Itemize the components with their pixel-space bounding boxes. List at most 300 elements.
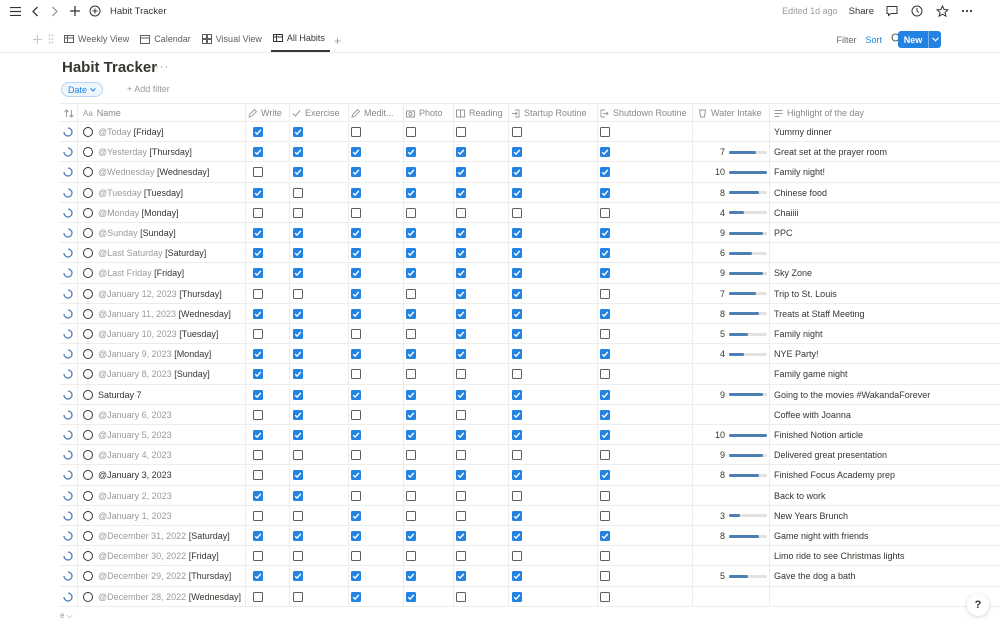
meditate-checkbox[interactable] [351, 511, 361, 521]
water-intake-cell[interactable] [700, 425, 767, 445]
status-circle-icon[interactable] [83, 410, 93, 420]
highlight-cell[interactable]: Sky Zone [774, 268, 813, 279]
reading-checkbox[interactable] [456, 390, 466, 400]
photo-checkbox[interactable] [406, 551, 416, 561]
status-circle-icon[interactable] [83, 450, 93, 460]
date-mention[interactable]: @Monday [98, 207, 140, 218]
photo-checkbox[interactable] [406, 511, 416, 521]
reading-checkbox[interactable] [456, 127, 466, 137]
startup-checkbox[interactable] [512, 349, 522, 359]
meditate-checkbox[interactable] [351, 248, 361, 258]
exercise-checkbox[interactable] [293, 369, 303, 379]
col-header-meditate[interactable] [351, 104, 403, 122]
highlight-cell[interactable]: Chinese food [774, 187, 828, 198]
exercise-checkbox[interactable] [293, 551, 303, 561]
water-intake-cell[interactable] [700, 162, 767, 182]
status-circle-icon[interactable] [83, 430, 93, 440]
shutdown-checkbox[interactable] [600, 430, 610, 440]
table-row[interactable] [60, 243, 1000, 263]
water-intake-cell[interactable] [700, 304, 767, 324]
highlight-cell[interactable]: Family night [774, 329, 823, 339]
add-view-left-icon[interactable] [33, 35, 42, 47]
write-checkbox[interactable] [253, 491, 263, 501]
date-mention[interactable]: @Last Friday [98, 268, 152, 279]
col-header-reading[interactable] [456, 104, 503, 122]
water-intake-cell[interactable] [700, 587, 767, 607]
table-row[interactable] [60, 364, 1000, 384]
startup-checkbox[interactable] [512, 511, 522, 521]
photo-checkbox[interactable] [406, 329, 416, 339]
meditate-checkbox[interactable] [351, 390, 361, 400]
water-intake-cell[interactable] [700, 546, 767, 566]
write-checkbox[interactable] [253, 248, 263, 258]
shutdown-checkbox[interactable] [600, 329, 610, 339]
photo-checkbox[interactable] [406, 369, 416, 379]
write-checkbox[interactable] [253, 349, 263, 359]
write-checkbox[interactable] [253, 592, 263, 602]
exercise-checkbox[interactable] [293, 571, 303, 581]
startup-checkbox[interactable] [512, 268, 522, 278]
exercise-checkbox[interactable] [293, 592, 303, 602]
exercise-checkbox[interactable] [293, 208, 303, 218]
col-header-highlight[interactable] [774, 104, 864, 122]
shutdown-checkbox[interactable] [600, 147, 610, 157]
meditate-checkbox[interactable] [351, 592, 361, 602]
exercise-checkbox[interactable] [293, 390, 303, 400]
write-checkbox[interactable] [253, 551, 263, 561]
date-mention[interactable]: @January 6, 2023 [98, 409, 172, 420]
date-mention[interactable]: @December 28, 2022 [98, 591, 187, 602]
date-mention[interactable]: @January 12, 2023 [98, 288, 177, 299]
highlight-cell[interactable]: Game night with friends [774, 531, 869, 541]
date-mention[interactable]: @December 31, 2022 [98, 531, 187, 541]
write-checkbox[interactable] [253, 369, 263, 379]
write-checkbox[interactable] [253, 309, 263, 319]
meditate-checkbox[interactable] [351, 329, 361, 339]
comments-icon[interactable] [885, 4, 899, 18]
drag-handle-icon[interactable] [48, 34, 54, 47]
status-circle-icon[interactable] [83, 369, 93, 379]
table-row[interactable] [60, 304, 1000, 324]
name-cell[interactable] [83, 445, 172, 465]
reading-checkbox[interactable] [456, 289, 466, 299]
table-row[interactable] [60, 486, 1000, 506]
meditate-checkbox[interactable] [351, 410, 361, 420]
table-row[interactable] [60, 405, 1000, 425]
col-header-startup[interactable] [511, 104, 587, 122]
exercise-checkbox[interactable] [293, 430, 303, 440]
photo-checkbox[interactable] [406, 127, 416, 137]
photo-checkbox[interactable] [406, 349, 416, 359]
table-row[interactable] [60, 344, 1000, 364]
name-cell[interactable] [83, 526, 230, 546]
photo-checkbox[interactable] [406, 410, 416, 420]
share-button[interactable]: Share [848, 5, 874, 17]
write-checkbox[interactable] [253, 571, 263, 581]
reading-checkbox[interactable] [456, 167, 466, 177]
water-intake-cell[interactable] [700, 203, 767, 223]
startup-checkbox[interactable] [512, 410, 522, 420]
date-mention[interactable]: @January 11, 2023 [98, 308, 177, 319]
startup-checkbox[interactable] [512, 188, 522, 198]
new-button[interactable] [898, 31, 941, 48]
shutdown-checkbox[interactable] [600, 491, 610, 501]
meditate-checkbox[interactable] [351, 147, 361, 157]
date-mention[interactable]: @Yesterday [98, 147, 147, 158]
photo-checkbox[interactable] [406, 571, 416, 581]
reading-checkbox[interactable] [456, 208, 466, 218]
name-cell[interactable] [83, 243, 206, 263]
add-view-icon[interactable]: + [333, 34, 341, 48]
name-cell[interactable] [83, 122, 164, 142]
reading-checkbox[interactable] [456, 188, 466, 198]
meditate-checkbox[interactable] [351, 167, 361, 177]
startup-checkbox[interactable] [512, 167, 522, 177]
date-mention[interactable]: @January 4, 2023 [98, 450, 172, 461]
highlight-cell[interactable]: New Years Brunch [774, 510, 849, 521]
title-more-icon[interactable]: ··· [155, 61, 169, 73]
reading-checkbox[interactable] [456, 369, 466, 379]
name-cell[interactable] [83, 223, 176, 243]
startup-checkbox[interactable] [512, 430, 522, 440]
meditate-checkbox[interactable] [351, 208, 361, 218]
status-circle-icon[interactable] [83, 491, 93, 501]
write-checkbox[interactable] [253, 470, 263, 480]
shutdown-checkbox[interactable] [600, 470, 610, 480]
meditate-checkbox[interactable] [351, 289, 361, 299]
startup-checkbox[interactable] [512, 208, 522, 218]
shutdown-checkbox[interactable] [600, 248, 610, 258]
exercise-checkbox[interactable] [293, 147, 303, 157]
water-intake-cell[interactable] [700, 142, 767, 162]
date-mention[interactable]: @Wednesday [98, 167, 155, 178]
reading-checkbox[interactable] [456, 349, 466, 359]
reading-checkbox[interactable] [456, 228, 466, 238]
reading-checkbox[interactable] [456, 592, 466, 602]
status-circle-icon[interactable] [83, 127, 93, 137]
water-intake-cell[interactable] [700, 284, 767, 304]
col-header-exercise[interactable] [292, 104, 340, 122]
name-cell[interactable] [83, 364, 210, 384]
shutdown-checkbox[interactable] [600, 592, 610, 602]
water-intake-cell[interactable] [700, 122, 767, 142]
exercise-checkbox[interactable] [293, 470, 303, 480]
shutdown-checkbox[interactable] [600, 127, 610, 137]
page-title[interactable]: Habit Tracker [62, 59, 158, 76]
shutdown-checkbox[interactable] [600, 410, 610, 420]
tab-weekly-view[interactable] [62, 30, 134, 52]
shutdown-checkbox[interactable] [600, 511, 610, 521]
more-icon[interactable] [960, 4, 974, 18]
write-checkbox[interactable] [253, 268, 263, 278]
reading-checkbox[interactable] [456, 329, 466, 339]
exercise-checkbox[interactable] [293, 491, 303, 501]
col-header-name[interactable] [83, 104, 121, 122]
name-cell[interactable] [83, 142, 192, 162]
water-intake-cell[interactable] [700, 324, 767, 344]
date-filter-pill[interactable] [61, 82, 103, 97]
shutdown-checkbox[interactable] [600, 167, 610, 177]
photo-checkbox[interactable] [406, 309, 416, 319]
date-mention[interactable]: @December 30, 2022 [98, 551, 187, 562]
date-mention[interactable]: @January 5, 2023 [98, 430, 172, 440]
name-cell[interactable] [83, 324, 218, 344]
name-cell[interactable] [83, 203, 179, 223]
table-row[interactable] [60, 203, 1000, 223]
name-cell[interactable] [83, 405, 172, 425]
exercise-checkbox[interactable] [293, 268, 303, 278]
write-checkbox[interactable] [253, 390, 263, 400]
photo-checkbox[interactable] [406, 491, 416, 501]
write-checkbox[interactable] [253, 188, 263, 198]
startup-checkbox[interactable] [512, 592, 522, 602]
highlight-cell[interactable]: Treats at Staff Meeting [774, 308, 865, 319]
exercise-checkbox[interactable] [293, 309, 303, 319]
water-intake-cell[interactable] [700, 486, 767, 506]
meditate-checkbox[interactable] [351, 188, 361, 198]
photo-checkbox[interactable] [406, 248, 416, 258]
exercise-checkbox[interactable] [293, 349, 303, 359]
name-cell[interactable] [83, 263, 184, 283]
shutdown-checkbox[interactable] [600, 309, 610, 319]
water-intake-cell[interactable] [700, 445, 767, 465]
table-row[interactable] [60, 183, 1000, 203]
status-circle-icon[interactable] [83, 167, 93, 177]
meditate-checkbox[interactable] [351, 268, 361, 278]
water-intake-cell[interactable] [700, 526, 767, 546]
water-intake-cell[interactable] [700, 385, 767, 405]
shutdown-checkbox[interactable] [600, 349, 610, 359]
col-header-water[interactable] [698, 104, 762, 122]
table-row[interactable] [60, 587, 1000, 607]
date-mention[interactable]: @January 8, 2023 [98, 369, 172, 380]
date-mention[interactable]: @Tuesday [98, 187, 142, 198]
photo-checkbox[interactable] [406, 289, 416, 299]
add-icon[interactable] [68, 4, 82, 18]
tab-calendar[interactable] [138, 30, 196, 52]
exercise-checkbox[interactable] [293, 248, 303, 258]
favorite-star-icon[interactable] [935, 4, 949, 18]
status-circle-icon[interactable] [83, 551, 93, 561]
status-circle-icon[interactable] [83, 228, 93, 238]
photo-checkbox[interactable] [406, 390, 416, 400]
highlight-cell[interactable]: Trip to St. Louis [774, 288, 837, 299]
write-checkbox[interactable] [253, 147, 263, 157]
startup-checkbox[interactable] [512, 531, 522, 541]
page-emoji-icon[interactable] [88, 4, 102, 18]
highlight-cell[interactable]: Family game night [774, 369, 848, 380]
water-intake-cell[interactable] [700, 243, 767, 263]
status-circle-icon[interactable] [83, 470, 93, 480]
reading-checkbox[interactable] [456, 491, 466, 501]
exercise-checkbox[interactable] [293, 450, 303, 460]
meditate-checkbox[interactable] [351, 228, 361, 238]
table-row[interactable] [60, 162, 1000, 182]
meditate-checkbox[interactable] [351, 531, 361, 541]
status-circle-icon[interactable] [83, 248, 93, 258]
status-circle-icon[interactable] [83, 208, 93, 218]
meditate-checkbox[interactable] [351, 369, 361, 379]
startup-checkbox[interactable] [512, 228, 522, 238]
name-cell[interactable] [83, 385, 142, 405]
name-cell[interactable] [83, 284, 222, 304]
water-intake-cell[interactable] [700, 364, 767, 384]
status-circle-icon[interactable] [83, 289, 93, 299]
photo-checkbox[interactable] [406, 208, 416, 218]
table-row[interactable] [60, 506, 1000, 526]
status-circle-icon[interactable] [83, 592, 93, 602]
shutdown-checkbox[interactable] [600, 208, 610, 218]
meditate-checkbox[interactable] [351, 551, 361, 561]
reading-checkbox[interactable] [456, 531, 466, 541]
write-checkbox[interactable] [253, 430, 263, 440]
date-mention[interactable]: @Sunday [98, 228, 138, 238]
exercise-checkbox[interactable] [293, 289, 303, 299]
status-circle-icon[interactable] [83, 309, 93, 319]
startup-checkbox[interactable] [512, 450, 522, 460]
sidebar-menu-icon[interactable] [8, 4, 22, 18]
name-cell[interactable] [83, 486, 172, 506]
tab-all-habits[interactable] [271, 30, 330, 52]
name-cell[interactable] [83, 425, 172, 445]
table-row[interactable] [60, 324, 1000, 344]
write-checkbox[interactable] [253, 531, 263, 541]
table-row[interactable] [60, 526, 1000, 546]
highlight-cell[interactable]: Back to work [774, 490, 826, 501]
reading-checkbox[interactable] [456, 511, 466, 521]
breadcrumb-page-title[interactable]: Habit Tracker [110, 5, 167, 17]
history-icon[interactable] [910, 4, 924, 18]
name-cell[interactable] [83, 162, 209, 182]
water-intake-cell[interactable] [700, 223, 767, 243]
reading-checkbox[interactable] [456, 551, 466, 561]
exercise-checkbox[interactable] [293, 167, 303, 177]
name-cell[interactable] [83, 546, 219, 566]
photo-checkbox[interactable] [406, 228, 416, 238]
exercise-checkbox[interactable] [293, 127, 303, 137]
write-checkbox[interactable] [253, 228, 263, 238]
meditate-checkbox[interactable] [351, 430, 361, 440]
photo-checkbox[interactable] [406, 188, 416, 198]
table-row[interactable] [60, 445, 1000, 465]
highlight-cell[interactable]: Going to the movies #WakandaForever [774, 389, 931, 400]
col-header-write[interactable] [248, 104, 282, 122]
table-row[interactable] [60, 284, 1000, 304]
startup-checkbox[interactable] [512, 289, 522, 299]
write-checkbox[interactable] [253, 450, 263, 460]
shutdown-checkbox[interactable] [600, 531, 610, 541]
name-cell[interactable] [83, 304, 231, 324]
shutdown-checkbox[interactable] [600, 571, 610, 581]
date-mention[interactable]: @Today [98, 127, 132, 137]
highlight-cell[interactable]: Finished Focus Academy prep [774, 470, 896, 481]
shutdown-checkbox[interactable] [600, 390, 610, 400]
name-cell[interactable] [83, 183, 183, 203]
table-row[interactable] [60, 465, 1000, 485]
exercise-checkbox[interactable] [293, 511, 303, 521]
status-circle-icon[interactable] [83, 531, 93, 541]
forward-arrow-icon[interactable] [48, 4, 62, 18]
table-row[interactable] [60, 142, 1000, 162]
meditate-checkbox[interactable] [351, 571, 361, 581]
col-header-photo[interactable] [406, 104, 443, 122]
highlight-cell[interactable]: Yummy dinner [774, 127, 832, 137]
reading-checkbox[interactable] [456, 450, 466, 460]
exercise-checkbox[interactable] [293, 410, 303, 420]
startup-checkbox[interactable] [512, 491, 522, 501]
table-row[interactable] [60, 566, 1000, 586]
table-row[interactable] [60, 385, 1000, 405]
startup-checkbox[interactable] [512, 248, 522, 258]
write-checkbox[interactable] [253, 511, 263, 521]
status-circle-icon[interactable] [83, 147, 93, 157]
status-circle-icon[interactable] [83, 329, 93, 339]
startup-checkbox[interactable] [512, 147, 522, 157]
photo-checkbox[interactable] [406, 450, 416, 460]
shutdown-checkbox[interactable] [600, 551, 610, 561]
startup-checkbox[interactable] [512, 309, 522, 319]
highlight-cell[interactable]: Gave the dog a bath [774, 571, 856, 582]
table-row[interactable] [60, 546, 1000, 566]
startup-checkbox[interactable] [512, 127, 522, 137]
tab-visual-view[interactable] [200, 30, 267, 52]
highlight-cell[interactable]: Chaiiii [774, 207, 799, 218]
name-cell[interactable] [83, 465, 172, 485]
write-checkbox[interactable] [253, 167, 263, 177]
reading-checkbox[interactable] [456, 309, 466, 319]
shutdown-checkbox[interactable] [600, 188, 610, 198]
highlight-cell[interactable]: Great set at the prayer room [774, 147, 888, 158]
status-circle-icon[interactable] [83, 188, 93, 198]
exercise-checkbox[interactable] [293, 329, 303, 339]
name-cell[interactable] [83, 506, 172, 526]
status-circle-icon[interactable] [83, 571, 93, 581]
reading-checkbox[interactable] [456, 571, 466, 581]
name-cell[interactable] [83, 344, 211, 364]
chevron-down-icon[interactable] [928, 31, 941, 48]
water-intake-cell[interactable] [700, 566, 767, 586]
calculate-chevron[interactable]: e ⌵ [60, 611, 73, 620]
table-row[interactable] [60, 122, 1000, 142]
startup-checkbox[interactable] [512, 571, 522, 581]
write-checkbox[interactable] [253, 289, 263, 299]
exercise-checkbox[interactable] [293, 188, 303, 198]
reading-checkbox[interactable] [456, 410, 466, 420]
back-arrow-icon[interactable] [28, 4, 42, 18]
water-intake-cell[interactable] [700, 183, 767, 203]
name-cell[interactable] [83, 566, 231, 586]
meditate-checkbox[interactable] [351, 491, 361, 501]
table-row[interactable] [60, 263, 1000, 283]
date-mention[interactable]: @January 2, 2023 [98, 490, 172, 501]
col-header-shutdown[interactable] [600, 104, 687, 122]
reading-checkbox[interactable] [456, 268, 466, 278]
sort-button[interactable]: Sort [865, 34, 882, 45]
meditate-checkbox[interactable] [351, 349, 361, 359]
shutdown-checkbox[interactable] [600, 228, 610, 238]
photo-checkbox[interactable] [406, 147, 416, 157]
reading-checkbox[interactable] [456, 147, 466, 157]
photo-checkbox[interactable] [406, 592, 416, 602]
highlight-cell[interactable]: NYE Party! [774, 349, 819, 360]
shutdown-checkbox[interactable] [600, 268, 610, 278]
name-cell[interactable] [83, 587, 241, 607]
shutdown-checkbox[interactable] [600, 450, 610, 460]
photo-checkbox[interactable] [406, 430, 416, 440]
highlight-cell[interactable]: Finished Notion article [774, 430, 864, 440]
exercise-checkbox[interactable] [293, 531, 303, 541]
startup-checkbox[interactable] [512, 551, 522, 561]
